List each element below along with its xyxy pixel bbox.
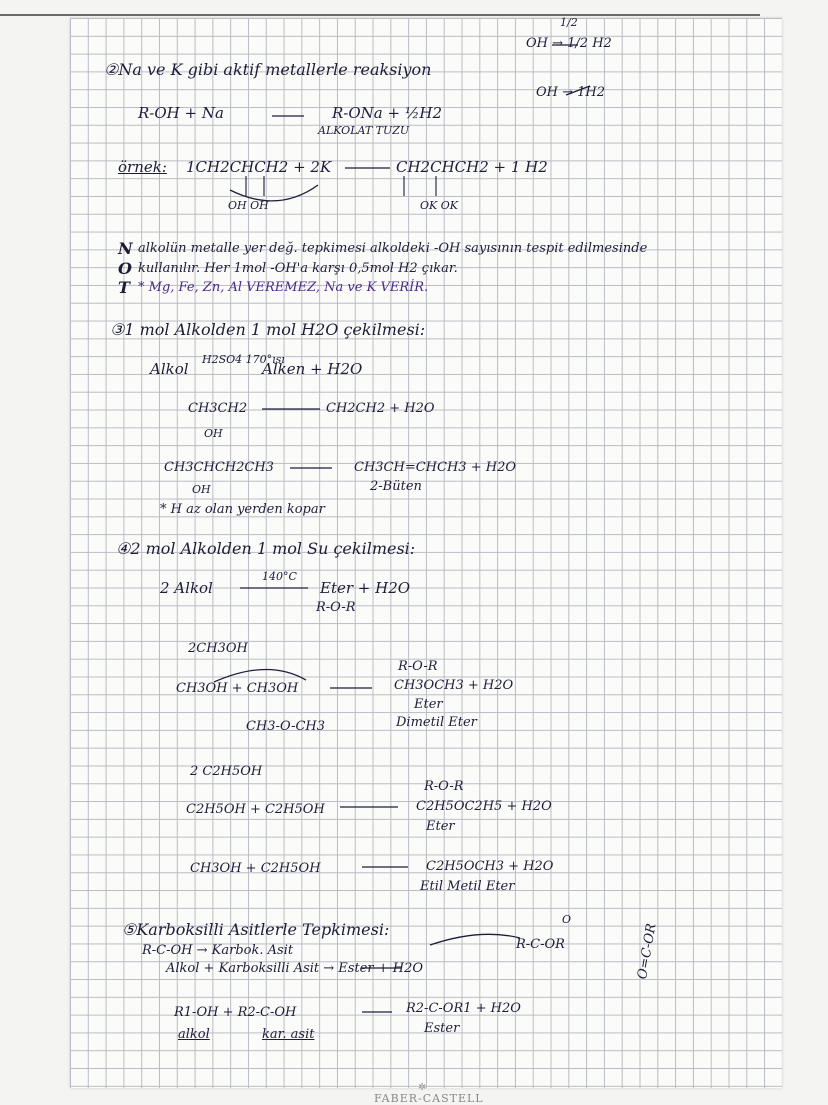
side-note-1: OH → 1/2 H2: [526, 36, 612, 51]
section-water1-heading: ③1 mol Alkolden 1 mol H2O çekilmesi:: [110, 320, 426, 339]
brand-logo-icon: ✲: [418, 1082, 427, 1093]
ethanol-title: 2 C2H5OH: [190, 764, 263, 779]
ethanol-left: C2H5OH + C2H5OH: [186, 802, 325, 817]
acid-label-asit: kar. asit: [262, 1027, 315, 1042]
not-letter-o: O: [118, 259, 132, 278]
acid-ester-o: O: [562, 913, 572, 926]
acid-label-alkol: alkol: [178, 1027, 210, 1042]
brand-name: FABER-CASTELL: [374, 1092, 484, 1105]
side-note-top: 1/2: [560, 16, 578, 29]
methanol-struct: CH3-O-CH3: [246, 719, 326, 734]
acid-ester-formula: R-C-OR: [516, 937, 565, 952]
ethanol-right: C2H5OC2H5 + H2O: [416, 799, 552, 814]
mixed-name: Etil Metil Eter: [420, 879, 515, 894]
acid-side-formula: O=C-OR: [635, 922, 660, 981]
na-eq-left: R-OH + Na: [138, 104, 224, 122]
not-letter-n: N: [118, 239, 133, 258]
ethanol-eter: Eter: [426, 819, 455, 834]
side-note-2: OH → 1H2: [536, 85, 606, 100]
water1-ex2-right: CH3CH=CHCH3 + H2O: [354, 460, 516, 475]
section-acid-heading: ⑤Karboksilli Asitlerle Tepkimesi:: [122, 920, 390, 939]
water1-ex2-sub: OH: [192, 483, 211, 496]
methanol-name: Dimetil Eter: [396, 715, 477, 730]
water1-ex1-left: CH3CH2: [188, 401, 248, 416]
water1-ex2-name: 2-Büten: [370, 479, 422, 494]
example-left-sub: OH OH: [228, 199, 269, 212]
water1-general-left: Alkol: [150, 360, 189, 378]
na-eq-right: R-ONa + ½H2: [332, 104, 442, 122]
water2-general-temp: 140°C: [262, 570, 297, 583]
acid-def: R-C-OH → Karbok. Asit: [142, 943, 294, 958]
ethanol-formula: R-O-R: [424, 779, 464, 794]
water1-note: * H az olan yerden kopar: [160, 502, 325, 517]
methanol-right: CH3OCH3 + H2O: [394, 678, 514, 693]
not-line-o: kullanılır. Her 1mol -OH'a karşı 0,5mol H2 çıkar.: [138, 261, 458, 276]
example-left: 1CH2CHCH2 + 2K: [186, 158, 332, 176]
water1-ex1-right: CH2CH2 + H2O: [326, 401, 435, 416]
not-letter-t: T: [118, 278, 130, 297]
acid-general: Alkol + Karboksilli Asit → Ester + H2O: [166, 961, 424, 976]
water1-ex1-sub: OH: [204, 427, 223, 440]
acid-label-ester: Ester: [424, 1021, 460, 1036]
not-line-n: alkolün metalle yer değ. tepkimesi alkoldeki -OH sayısının tespit edilmesinde: [138, 241, 648, 256]
acid-eq-right: R2-C-OR1 + H2O: [406, 1001, 521, 1016]
water1-general-right: Alken + H2O: [262, 360, 363, 378]
water2-general-formula: R-O-R: [316, 600, 356, 615]
methanol-formula: R-O-R: [398, 659, 438, 674]
example-right: CH2CHCH2 + 1 H2: [396, 158, 548, 176]
not-line-t: * Mg, Fe, Zn, Al VEREMEZ, Na ve K VERİR.: [138, 280, 429, 295]
section-na-heading: ②Na ve K gibi aktif metallerle reaksiyon: [104, 60, 432, 79]
na-eq-label: ALKOLAT TUZU: [318, 124, 410, 137]
methanol-eter: Eter: [414, 697, 443, 712]
methanol-title: 2CH3OH: [188, 641, 248, 656]
mixed-right: C2H5OCH3 + H2O: [426, 859, 554, 874]
mixed-left: CH3OH + C2H5OH: [190, 861, 321, 876]
example-right-sub: OK OK: [420, 199, 458, 212]
water1-ex2-left: CH3CHCH2CH3: [164, 460, 274, 475]
section-water2-heading: ④2 mol Alkolden 1 mol Su çekilmesi:: [116, 539, 416, 558]
water2-general-left: 2 Alkol: [160, 579, 213, 597]
example-label: örnek:: [118, 158, 167, 176]
water1-general-catalyst: H2SO4 170°ısı: [202, 353, 285, 366]
page-top-edge: [0, 0, 760, 16]
water2-general-right: Eter + H2O: [320, 579, 411, 597]
acid-eq-left: R1-OH + R2-C-OH: [174, 1005, 297, 1020]
methanol-left: CH3OH + CH3OH: [176, 681, 299, 696]
